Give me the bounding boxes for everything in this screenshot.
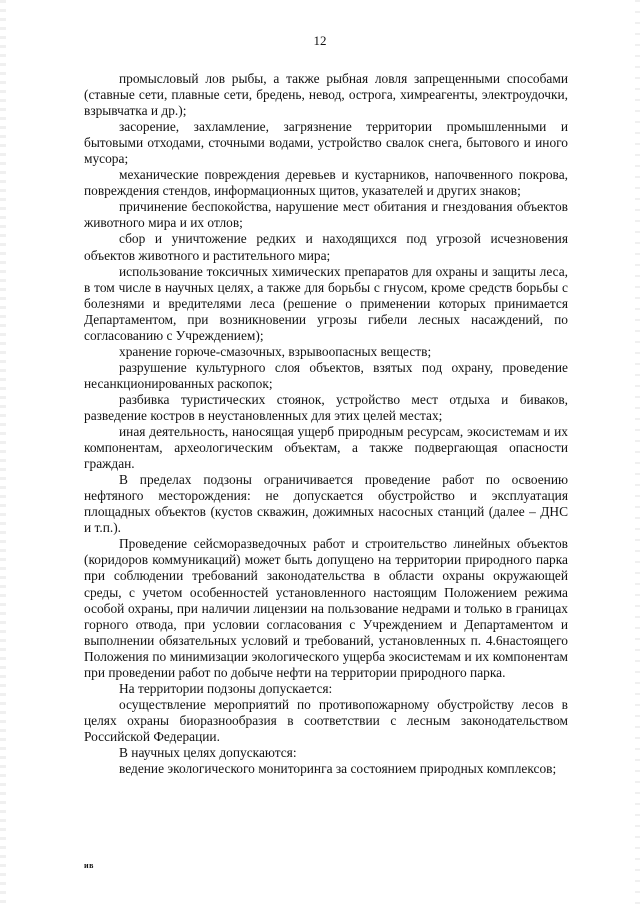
paragraph: хранение горюче-смазочных, взрывоопасных веществ; — [119, 343, 432, 359]
scan-edge-right — [635, 0, 640, 905]
paragraph: разбивка туристических стоянок, устройство мест отдыха и биваков, разведение костров в неустановленных для этих целей местах; — [84, 391, 568, 423]
paragraph: В пределах подзоны ограничивается проведение работ по освоению нефтяного месторождения: не допускается обустройство и эксплуатация площадных объектов (кустов скважин, дожимных насосных станций (далее – ДНС и т.п.). — [84, 472, 568, 536]
page-number: 12 — [313, 33, 327, 48]
paragraph: засорение, захламление, загрязнение территории промышленными и бытовыми отходами, сточными водами, устройство свалок снега, бытового и иного мусора; — [84, 119, 568, 167]
paragraph: На территории подзоны допускается: — [119, 680, 333, 696]
paragraph: Проведение сейсморазведочных работ и строительство линейных объектов (коридоров коммуникаций) может быть допущено на территории природного парка при соблюдении требований законодательства в области охраны окружающей среды, с учетом особенностей установленного настоящим Положением режима особой охраны, при наличии лицензии на пользование недрами и только в границах горного отвода, при условии согласования с Учреждением и Департаментом и выполнении обязательных условий и требований, установленных п. 4.6настоящего Положения по минимизации экологического ущерба экосистемам и их компонентам при проведении работ по добыче нефти на территории природного парка. — [84, 536, 568, 680]
paragraph: иная деятельность, наносящая ущерб природным ресурсам, экосистемам и их компонентам, археологическим объектам, а также подвергающая опасности граждан. — [84, 424, 568, 472]
paragraph: механические повреждения деревьев и кустарников, напочвенного покрова, повреждения стендов, информационных щитов, указателей и других знаков; — [84, 167, 568, 199]
paragraph: сбор и уничтожение редких и находящихся под угрозой исчезновения объектов животного и растительного мира; — [84, 231, 568, 263]
body-text — [84, 71, 568, 777]
paragraph: осуществление мероприятий по противопожарному обустройству лесов в целях охраны биоразнообразия в соответствии с лесным законодательством Российской Федерации. — [84, 696, 568, 744]
paragraph: промысловый лов рыбы, а также рыбная ловля запрещенными способами (ставные сети, плавные сети, бредень, невод, острога, химреагенты, электроудочки, взрывчатка и др.); — [84, 71, 568, 119]
footer-initials: ив — [84, 861, 94, 870]
paragraph: причинение беспокойства, нарушение мест обитания и гнездования объектов животного мира и их отлов; — [84, 199, 568, 231]
scan-edge-left — [0, 0, 6, 905]
paragraph: разрушение культурного слоя объектов, взятых под охрану, проведение несанкционированных раскопок; — [84, 359, 568, 391]
paragraph: использование токсичных химических препаратов для охраны и защиты леса, в том числе в научных целях, а также для борьбы с гнусом, кроме средств борьбы с болезнями и вредителями леса (решение о применении которых принимается Департаментом, при возникновении угрозы гибели лесных насаждений, по согласованию с Учреждением); — [84, 263, 568, 343]
paragraph: В научных целях допускаются: — [119, 744, 297, 760]
paragraph: ведение экологического мониторинга за состоянием природных комплексов; — [119, 761, 557, 777]
